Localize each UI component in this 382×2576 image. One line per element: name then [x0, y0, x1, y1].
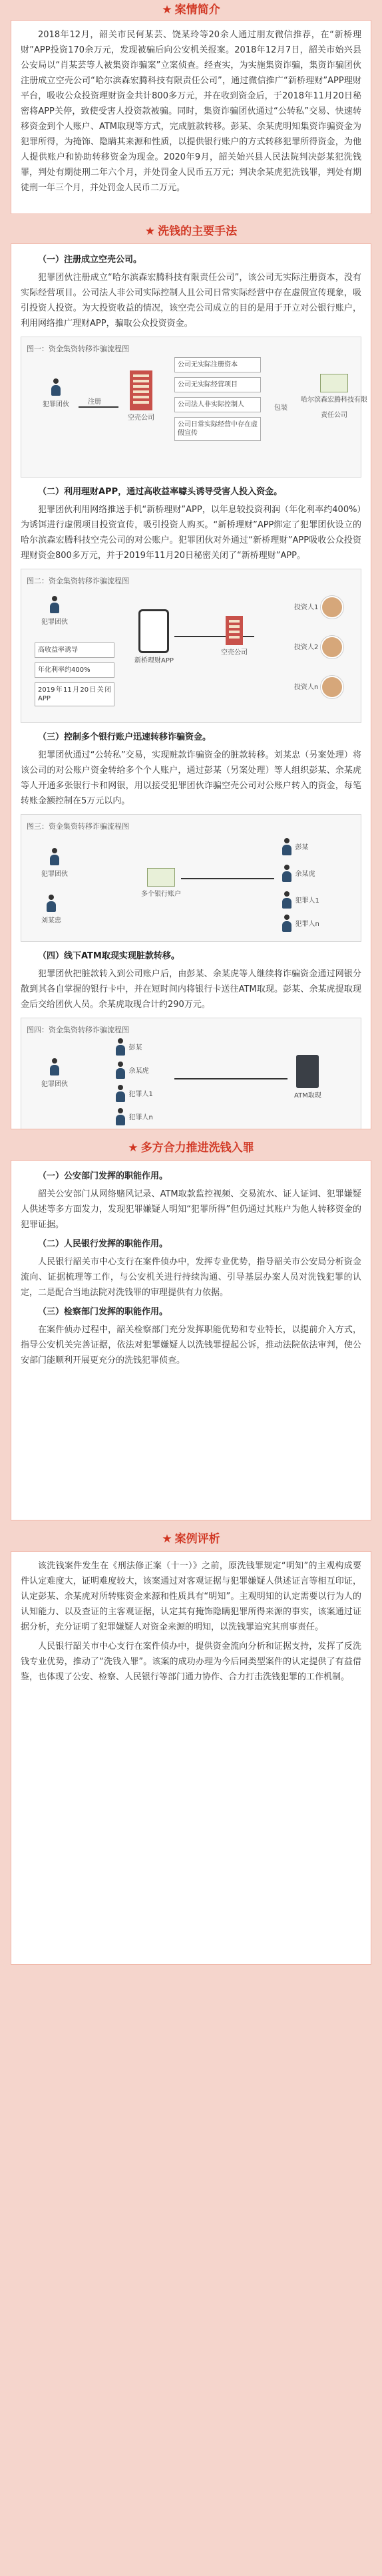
shell-company-2: 空壳公司	[221, 616, 248, 660]
investor-1: 投资人1	[294, 596, 343, 619]
figure-2-caption: 图二：资金集资转移诈骗流程图	[27, 577, 129, 585]
note-4: 公司日常实际经营中存在虚假宣传	[174, 417, 261, 441]
suspect-1-4: 犯罪人1	[114, 1085, 153, 1103]
multi-heading-1: （一）公安部门发挥的职能作用。	[38, 1171, 168, 1181]
note-2: 公司无实际经营项目	[174, 377, 261, 392]
fig2-note-1: 高收益率诱导	[35, 643, 114, 658]
label-register: 注册	[88, 398, 101, 406]
investor-2: 投资人2	[294, 636, 343, 658]
star-icon: ★	[162, 3, 172, 17]
suspect-1: 犯罪人1	[281, 891, 319, 910]
case-card	[11, 20, 371, 214]
means-heading-2: （二）利用理财APP，通过高收益率噱头诱导受害人投入资金。	[38, 487, 283, 497]
building-icon	[130, 370, 152, 410]
means-text-4: 犯罪团伙把脏款转入到公司账户后，由彭某、余某虎等人继续将诈骗资金通过网银分散到其各自掌握的银行卡中，并在短时间内将银行卡送往ATM取现。彭某、余某虎提取现金后交给团伙人员。余某虎取现合计约290万元。	[21, 969, 361, 1010]
figure-3-caption: 图三：资金集资转移诈骗流程图	[27, 822, 129, 831]
atm-icon	[296, 1055, 319, 1088]
figure-1-caption: 图一：资金集资转移诈骗流程图	[27, 345, 129, 353]
atm-node: ATM取现	[294, 1055, 321, 1103]
money-icon	[147, 868, 175, 887]
investor-avatar	[321, 676, 343, 698]
investor-n: 投资人n	[294, 676, 343, 698]
person-icon	[281, 915, 293, 933]
means-text-1: 犯罪团伙注册成立“哈尔滨森宏腾科技有限责任公司”，该公司无实际注册资本，没有实际经营项目。公司法人非公司实际控制人且公司日常实际经营中存在虚假宣传现象，吸引投资人投资。为大投资收益的情况，该空壳公司成立的目的是用于开立对公银行账户，利用网络推广理财APP，骗取公众投资资金。	[21, 273, 361, 329]
fig2-note-3: 2019年11月20日关闭APP	[35, 682, 114, 706]
section-title-review: ★ 案例评析	[162, 1532, 220, 1546]
person-icon	[281, 865, 293, 883]
building-icon	[226, 616, 243, 645]
suspect-n: 犯罪人n	[281, 915, 319, 933]
arrow-line	[174, 1078, 287, 1079]
money-icon	[320, 374, 348, 392]
app-phone: 新桥理财APP	[134, 609, 174, 668]
fig2-note-2: 年化利率约400%	[35, 662, 114, 678]
review-text-2: 人民银行韶关市中心支行在案件侦办中，提供资金流向分析和证据支持，发挥了反洗钱专业优势，推动了“洗钱入罪”。该案的成功办理为今后同类型案件的认定提供了有益借鉴，也体现了公安、检察、人民银行等部门通力协作、合力打击洗钱犯罪的工作机制。	[21, 1642, 361, 1682]
company-bank: 哈尔滨森宏腾科技有限责任公司	[301, 374, 367, 423]
note-1: 公司无实际注册资本	[174, 357, 261, 372]
investor-avatar	[321, 596, 343, 619]
means-text-2: 犯罪团伙利用网络推送手机“新桥理财”APP，以年息较投资利润（年化利率约400%）为诱饵进行虚假项目投资宣传，吸引投资人购买。“新桥理财”APP绑定了犯罪团伙设立的哈尔滨森宏腾科技空壳公司的对公账户。犯罪团伙对外通过“新桥理财”APP吸收公众投资理财资金800多万元，并于2019年11月20日秘密关闭了“新桥理财”APP。	[21, 505, 361, 561]
criminal-group-1: 犯罪团伙	[43, 378, 69, 412]
criminal-group-3: 犯罪团伙	[41, 848, 68, 882]
person-icon	[281, 891, 293, 910]
multi-text-2: 人民银行韶关市中心支行在案件侦办中，发挥专业优势，指导韶关市公安局分析资金流向、证据梳理等工作，与公安机关进行持续沟通、引导基层办案人员对洗钱犯罪的认定，二是配合当地法院对洗钱罪的审理提供有力依据。	[21, 1257, 361, 1298]
section-title-case: ★ 案情简介	[162, 3, 220, 17]
person-icon	[281, 838, 293, 857]
phone-icon	[138, 609, 169, 653]
star-icon: ★	[144, 225, 156, 238]
figure-1	[21, 337, 367, 478]
person-icon	[49, 596, 61, 615]
multi-text-1: 韶关公安部门从网络赌风记录、ATM取款监控视频、交易流水、证人证词、犯罪嫌疑人供述等多方面发力，发现犯罪嫌疑人明知“犯罪所得”但仍通过其账户为他人转移资金的犯罪证据。	[21, 1189, 361, 1230]
review-text-1: 该洗钱案件发生在《刑法修正案（十一）》之前，原洗钱罪规定“明知”的主观构成要件认定难度大，证明难度较大，该案通过对客观证据与犯罪嫌疑人供述证言等相互印证，认定彭某、余某虎对所转账资金来源和性质具有“明知”。主观明知的认定需要以行为人的认知能力、以及查证的主客观证据，认定其有掩饰隐瞒犯罪所得来源的事实，该案通过证据分析，充分证明了犯罪嫌疑人对资金来源的明知，以洗钱罪追究其刑事责任。	[21, 1561, 361, 1632]
peng-node-4: 彭某	[114, 1038, 142, 1057]
suspect-n-4: 犯罪人n	[114, 1108, 153, 1127]
person-icon	[50, 378, 62, 397]
yu-node: 余某虎	[281, 865, 315, 883]
multi-text-3: 在案件侦办过程中，韶关检察部门充分发挥职能优势和专业特长，以提前介入方式，指导公安机关完善证据，依法对犯罪嫌疑人以洗钱罪提起公诉，推动法院依法审判，使公安部门能顺利开展更充分的洗钱犯罪侦查。	[21, 1325, 361, 1365]
bank-accounts: 多个银行账户	[141, 868, 181, 902]
figure-3	[21, 814, 361, 942]
peng-node: 彭某	[281, 838, 309, 857]
liu-node: 刘某忠	[41, 895, 61, 929]
person-icon	[49, 848, 61, 867]
multi-heading-3: （三）检察部门发挥的职能作用。	[38, 1307, 168, 1317]
note-3: 公司法人非实际控制人	[174, 397, 261, 412]
arrow-line	[181, 878, 274, 879]
shell-company: 空壳公司	[128, 370, 154, 426]
person-icon	[45, 895, 57, 913]
criminal-group-2: 犯罪团伙	[41, 596, 68, 630]
review-card	[11, 1551, 371, 1965]
means-heading-1: （一）注册成立空壳公司。	[38, 255, 142, 265]
multi-heading-2: （二）人民银行发挥的职能作用。	[38, 1239, 168, 1249]
person-icon	[114, 1062, 126, 1080]
section-title-multi: ★ 多方合力推进洗钱入罪	[128, 1141, 254, 1155]
star-icon: ★	[128, 1141, 138, 1155]
multi-card	[11, 1160, 371, 1520]
person-icon	[114, 1108, 126, 1127]
figure-4-caption: 图四：资金集资转移诈骗流程图	[27, 1026, 129, 1034]
section-title-means: ★ 洗钱的主要手法	[144, 225, 238, 238]
means-card	[11, 243, 371, 1129]
means-heading-4: （四）线下ATM取现实现脏款转移。	[38, 951, 180, 961]
person-icon	[114, 1085, 126, 1103]
person-icon	[49, 1058, 61, 1077]
star-icon: ★	[162, 1532, 172, 1546]
criminal-group-4: 犯罪团伙	[41, 1058, 68, 1092]
label-package: 包装	[274, 404, 287, 412]
investor-avatar	[321, 636, 343, 658]
person-icon	[114, 1038, 126, 1057]
figure-4	[21, 1018, 361, 1129]
means-text-3: 犯罪团伙通过“公转私”交易，实现赃款诈骗资金的脏款转移。刘某忠（另案处理）将该公司的对公账户资金转给多个个人账户，通过彭某（另案处理）等人组织彭某、余某虎等人开通多张银行卡和网银，用以接受犯罪团伙诈骗空壳公司对公账户转入的资金，每笔转账金额控制在5万元以内。	[21, 750, 361, 806]
yu-node-4: 余某虎	[114, 1062, 149, 1080]
case-text: 2018年12月，韶关市民何某芸、饶某玲等20余人通过朋友微信推荐，在“新桥理财”APP投资170余万元，发现被骗后向公安机关报案。2018年12月7日，韶关市始兴县公安局以“肖某芸等人被集资诈骗案”立案侦查。经查实，为实施集资诈骗，集资诈骗团伙注册成立空壳公司“哈尔滨森宏腾科技有限责任公司”，通过微信推广“新桥理财”APP理财平台，吸收公众投资理财资金共计800多万元，并在收到资金后，于2018年11月20日秘密将APP关停，致使受害人投资款被骗。同时，集资诈骗团伙通过“公转私”交易、快速转移资金到个人账户、ATM取现等方式，完成脏款转移。彭某、余某虎明知集资诈骗资金为犯罪所得，为掩饰、隐瞒其来源和性质，以提供银行账户的方式转移犯罪所得资金，为他人提供账户和协助转移资金为现金。2020年9月，韶关始兴县人民法院判决彭某犯洗钱罪，判处有期徒刑二年六个月，并处罚金人民币五万元；判决余某虎犯洗钱罪，判处有期徒刑一年三个月，并处罚金人民币二万元。	[21, 30, 361, 193]
means-heading-3: （三）控制多个银行账户迅速转移诈骗资金。	[38, 732, 212, 742]
figure-2	[21, 569, 361, 723]
